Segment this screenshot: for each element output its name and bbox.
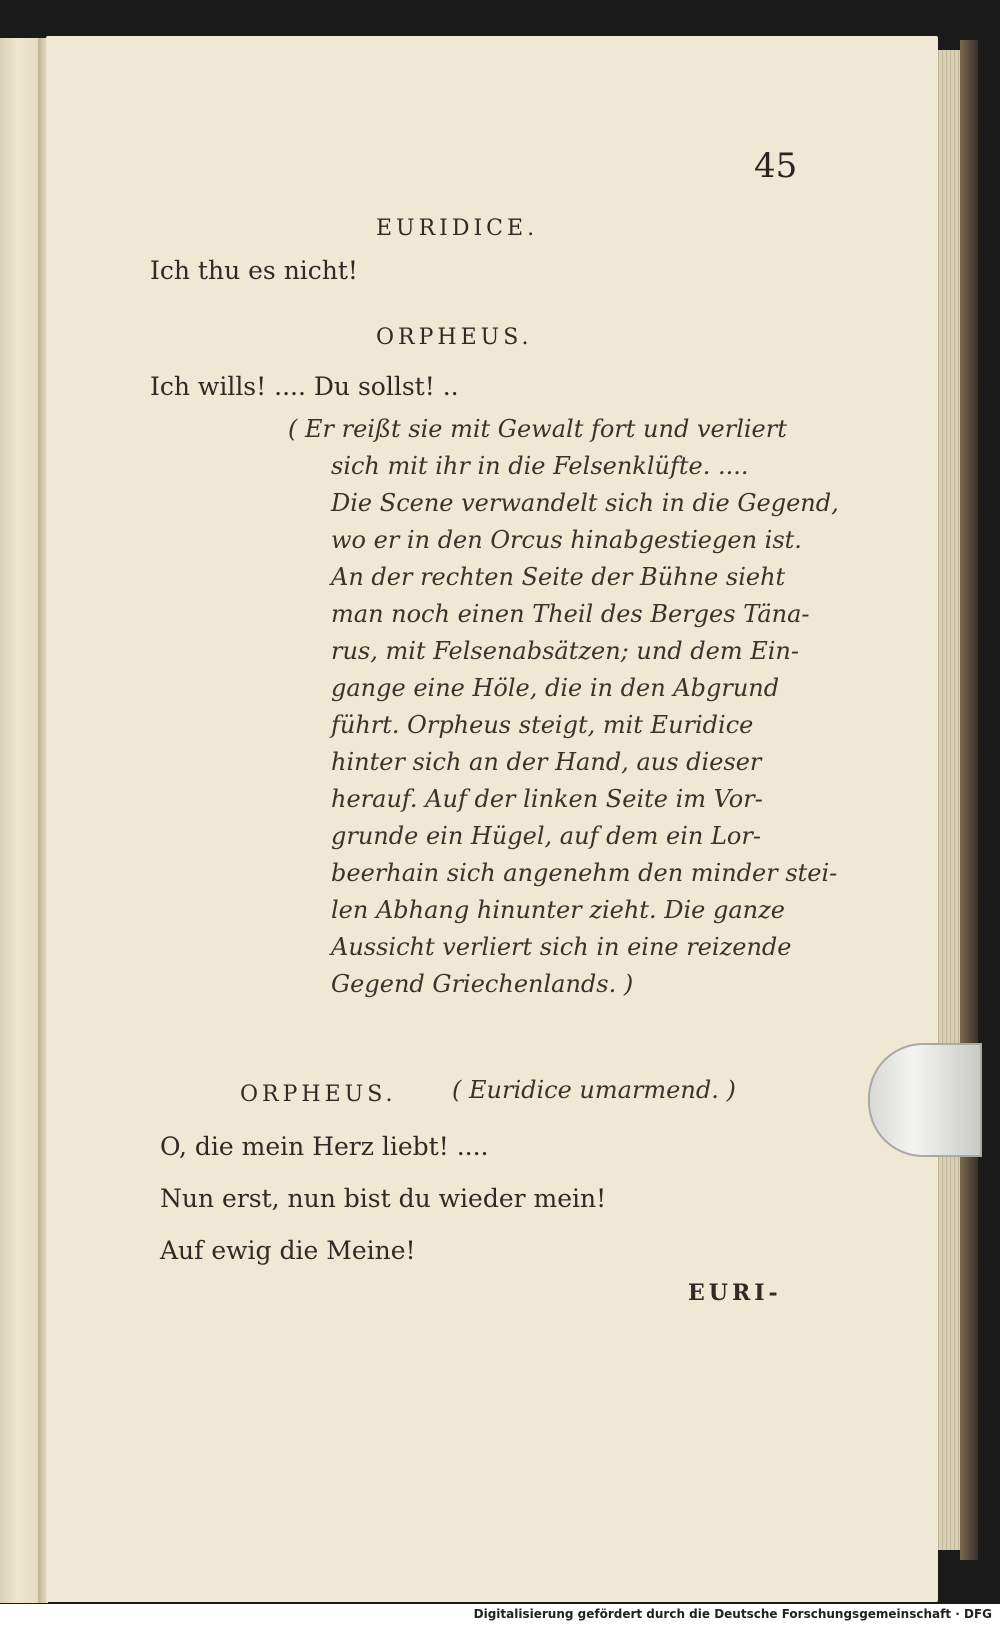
stage-direction-line: wo er in den Orcus hinabgestiegen ist. (331, 526, 802, 554)
stage-direction-line: Aussicht verliert sich in eine reizende (331, 933, 792, 961)
stage-direction-line: man noch einen Theil des Berges Täna- (331, 600, 810, 628)
book-cover-edge (960, 40, 978, 1560)
stage-direction-line: beerhain sich angenehm den minder stei- (331, 859, 838, 887)
stage-direction-line: An der rechten Seite der Bühne sieht (331, 563, 786, 591)
stage-direction-line: führt. Orpheus steigt, mit Euridice (331, 711, 754, 739)
speaker-orpheus-1: ORPHEUS. (376, 325, 533, 350)
stage-direction-line: Gegend Griechenlands. ) (331, 970, 634, 998)
speaker-orpheus-2-direction: ( Euridice umarmend. ) (452, 1076, 736, 1104)
digitization-footer (0, 1604, 1000, 1627)
stage-direction-line: Die Scene verwandelt sich in die Gegend, (331, 489, 839, 517)
speaker-orpheus-2: ORPHEUS. (240, 1082, 397, 1107)
stage-direction-line: len Abhang hinunter zieht. Die ganze (331, 896, 785, 924)
left-page-edge (0, 38, 42, 1603)
stage-direction-line: sich mit ihr in die Felsenklüfte. .... (331, 452, 749, 480)
page-clip (868, 1043, 982, 1157)
footer-credit: Digitalisierung gefördert durch die Deutsche Forschungsgemeinschaft · DFG (473, 1607, 992, 1621)
stage-direction-line: rus, mit Felsenabsätzen; und dem Ein- (331, 637, 799, 665)
line-orpheus-2: O, die mein Herz liebt! .... (160, 1132, 489, 1161)
line-orpheus-4: Auf ewig die Meine! (160, 1236, 416, 1265)
stage-direction-line: gange eine Höle, die in den Abgrund (331, 674, 780, 702)
line-orpheus-1: Ich wills! .... Du sollst! .. (150, 372, 459, 401)
stage-direction-line: hinter sich an der Hand, aus dieser (331, 748, 762, 776)
line-euridice: Ich thu es nicht! (150, 256, 358, 285)
stage-direction-line: ( Er reißt sie mit Gewalt fort und verliert (288, 415, 787, 443)
stage-direction-line: grunde ein Hügel, auf dem ein Lor- (331, 822, 761, 850)
page-number: 45 (754, 146, 798, 186)
catchword: EURI- (688, 1280, 782, 1306)
line-orpheus-3: Nun erst, nun bist du wieder mein! (160, 1184, 607, 1213)
stage-direction-line: herauf. Auf der linken Seite im Vor- (331, 785, 763, 813)
speaker-euridice: EURIDICE. (376, 216, 539, 241)
